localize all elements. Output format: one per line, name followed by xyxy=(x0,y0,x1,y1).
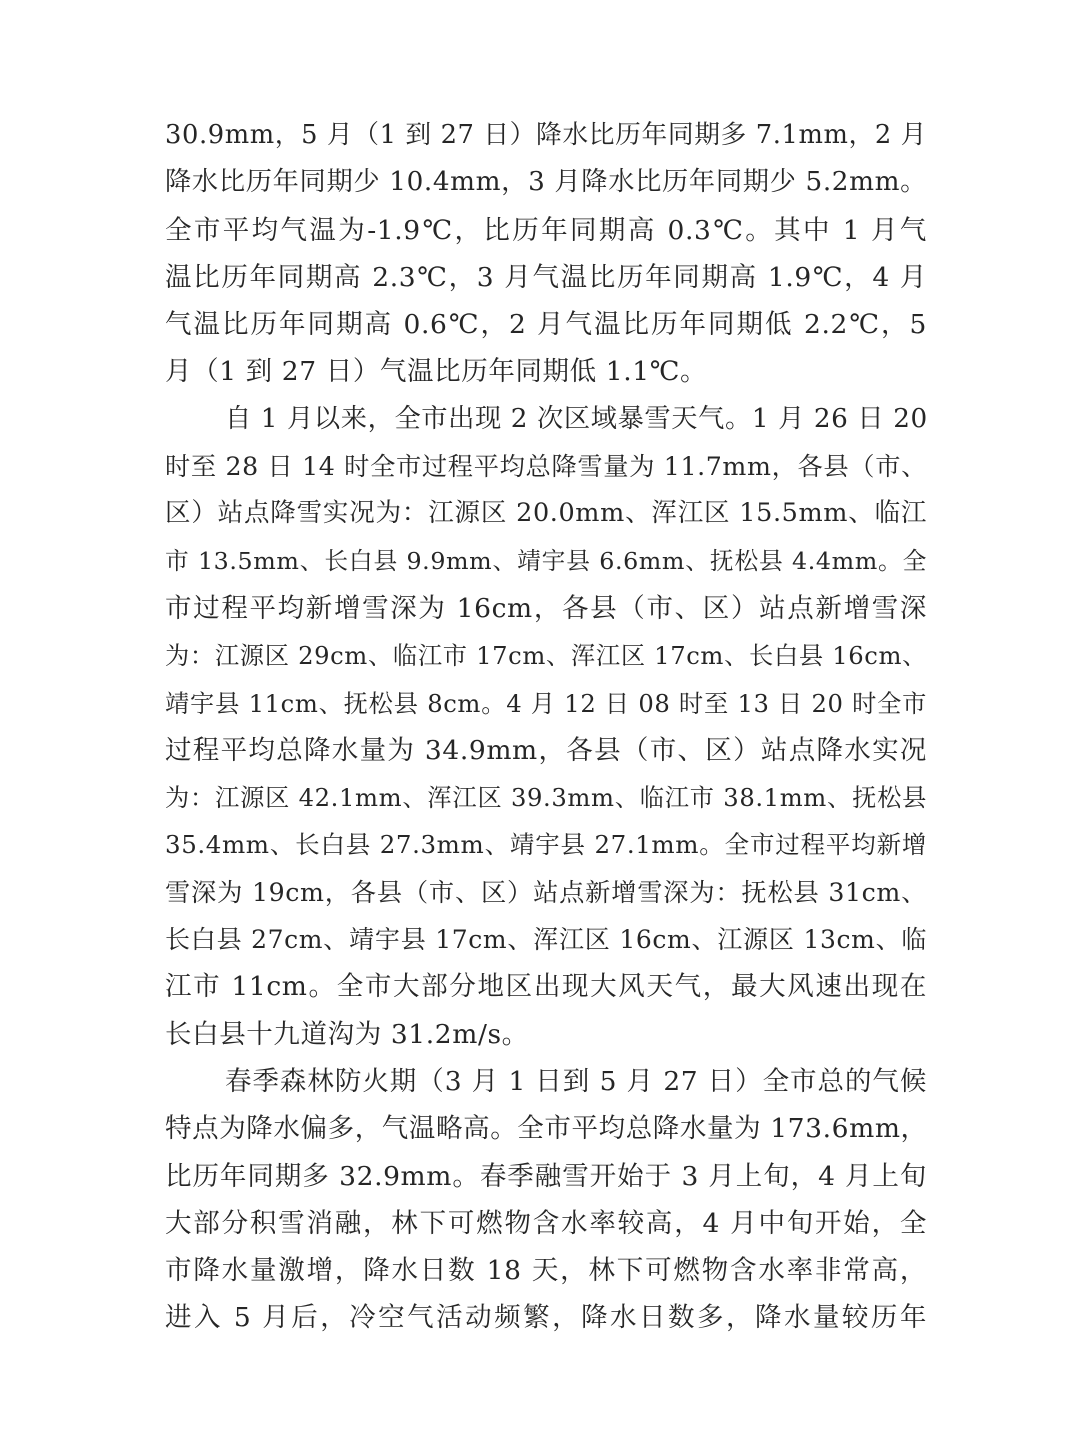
paragraph-1 xyxy=(165,112,927,396)
text-line: 进入 5 月后，冷空气活动频繁，降水日数多，降水量较历年 xyxy=(165,1302,927,1334)
text-line: 35.4mm、长白县 27.3mm、靖宇县 27.1mm。全市过程平均新增 xyxy=(165,830,927,860)
text-line: 30.9mm，5 月（1 到 27 日）降水比历年同期多 7.1mm，2 月 xyxy=(165,120,927,150)
paragraph-2 xyxy=(165,396,927,1058)
text-line: 区）站点降雪实况为：江源区 20.0mm、浑江区 15.5mm、临江 xyxy=(165,498,927,529)
document-body xyxy=(165,112,927,1342)
text-line: 靖宇县 11cm、抚松县 8cm。4 月 12 日 08 时至 13 日 20 时全市 xyxy=(165,688,927,718)
text-line: 过程平均总降水量为 34.9mm，各县（市、区）站点降水实况 xyxy=(165,734,927,766)
text-line: 为：江源区 29cm、临江市 17cm、浑江区 17cm、长白县 16cm、 xyxy=(165,641,927,671)
text-line: 月（1 到 27 日）气温比历年同期低 1.1℃。 xyxy=(165,356,708,388)
text-line: 为：江源区 42.1mm、浑江区 39.3mm、临江市 38.1mm、抚松县 xyxy=(165,783,927,813)
paragraph-3 xyxy=(165,1058,927,1342)
text-line: 市降水量激增，降水日数 18 天，林下可燃物含水率非常高， xyxy=(165,1255,927,1287)
text-line: 市 13.5mm、长白县 9.9mm、靖宇县 6.6mm、抚松县 4.4mm。全 xyxy=(165,546,927,575)
text-line: 气温比历年同期高 0.6℃，2 月气温比历年同期低 2.2℃，5 xyxy=(165,309,927,341)
text-line: 长白县十九道沟为 31.2m/s。 xyxy=(165,1018,529,1050)
text-line: 自 1 月以来，全市出现 2 次区域暴雪天气。1 月 26 日 20 xyxy=(225,403,928,434)
text-line: 大部分积雪消融，林下可燃物含水率较高，4 月中旬开始，全 xyxy=(165,1207,927,1239)
text-line: 比历年同期多 32.9mm。春季融雪开始于 3 月上旬，4 月上旬 xyxy=(165,1160,927,1192)
text-line: 江市 11cm。全市大部分地区出现大风天气，最大风速出现在 xyxy=(165,971,927,1003)
text-line: 特点为降水偏多，气温略高。全市平均总降水量为 173.6mm， xyxy=(165,1113,928,1145)
text-line: 春季森林防火期（3 月 1 日到 5 月 27 日）全市总的气候 xyxy=(225,1065,927,1097)
text-line: 市过程平均新增雪深为 16cm，各县（市、区）站点新增雪深 xyxy=(165,592,927,624)
text-line: 时至 28 日 14 时全市过程平均总降雪量为 11.7mm，各县（市、 xyxy=(165,452,927,482)
text-line: 全市平均气温为-1.9℃，比历年同期高 0.3℃。其中 1 月气 xyxy=(165,214,927,246)
text-line: 降水比历年同期少 10.4mm，3 月降水比历年同期少 5.2mm。 xyxy=(165,167,927,198)
text-line: 雪深为 19cm，各县（市、区）站点新增雪深为：抚松县 31cm、 xyxy=(165,877,927,907)
text-line: 长白县 27cm、靖宇县 17cm、浑江区 16cm、江源区 13cm、临 xyxy=(165,925,927,955)
text-line: 温比历年同期高 2.3℃，3 月气温比历年同期高 1.9℃，4 月 xyxy=(165,261,927,293)
